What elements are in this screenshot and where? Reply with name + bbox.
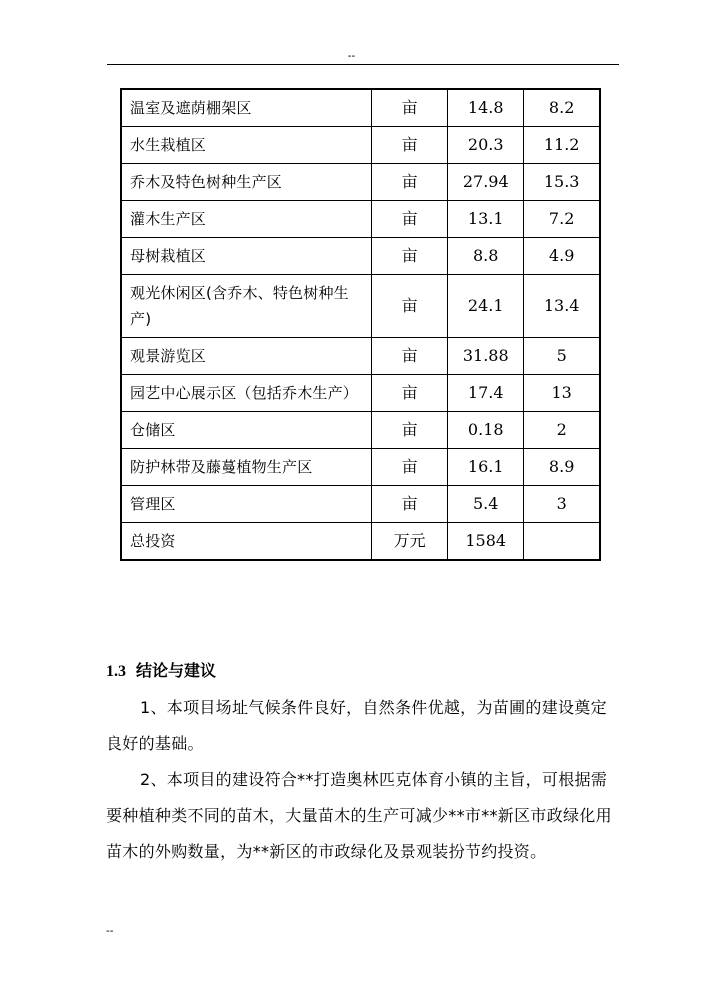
table-row <box>121 127 600 164</box>
unit-cell: 亩 <box>372 486 448 523</box>
value-cell: 17.4 <box>448 375 524 412</box>
table-row <box>121 338 600 375</box>
value-cell: 24.1 <box>448 275 524 338</box>
investment-table <box>120 88 601 561</box>
paragraph: 2、本项目的建设符合**打造奥林匹克体育小镇的主旨，可根据需要种植种类不同的苗木，大量苗木的生产可减少**市**新区市政绿化用苗木的外购数量，为**新区的市政绿化及景观装扮节约投资。 <box>106 770 612 861</box>
value-cell: 31.88 <box>448 338 524 375</box>
unit-cell: 亩 <box>372 412 448 449</box>
section-heading <box>106 658 216 681</box>
area-name: 管理区 <box>121 486 372 523</box>
area-name: 水生栽植区 <box>121 127 372 164</box>
unit-cell: 亩 <box>372 89 448 127</box>
area-name: 仓储区 <box>121 412 372 449</box>
value-cell: 13 <box>524 375 600 412</box>
value-cell: 14.8 <box>448 89 524 127</box>
value-cell: 13.4 <box>524 275 600 338</box>
unit-cell: 亩 <box>372 164 448 201</box>
unit-cell: 亩 <box>372 275 448 338</box>
header-rule <box>107 64 619 65</box>
value-cell: 5 <box>524 338 600 375</box>
value-cell: 8.9 <box>524 449 600 486</box>
unit-cell: 亩 <box>372 449 448 486</box>
section-number: 1.3 <box>106 663 126 680</box>
value-cell: 8.2 <box>524 89 600 127</box>
area-name: 观光休闲区(含乔木、特色树种生产) <box>121 275 372 338</box>
unit-cell: 万元 <box>372 523 448 561</box>
value-cell: 3 <box>524 486 600 523</box>
value-cell: 15.3 <box>524 164 600 201</box>
table-row <box>121 449 600 486</box>
value-cell: 7.2 <box>524 201 600 238</box>
area-name: 园艺中心展示区（包括乔木生产） <box>121 375 372 412</box>
table-row-total <box>121 523 600 561</box>
unit-cell: 亩 <box>372 127 448 164</box>
value-cell: 2 <box>524 412 600 449</box>
table-row <box>121 164 600 201</box>
table-row <box>121 486 600 523</box>
value-cell: 13.1 <box>448 201 524 238</box>
header-mark: -- <box>347 49 356 62</box>
value-cell: 4.9 <box>524 238 600 275</box>
table-row <box>121 275 600 338</box>
value-cell: 5.4 <box>448 486 524 523</box>
value-cell <box>524 523 600 561</box>
area-name: 总投资 <box>121 523 372 561</box>
unit-cell: 亩 <box>372 375 448 412</box>
value-cell: 16.1 <box>448 449 524 486</box>
value-cell: 1584 <box>448 523 524 561</box>
paragraph: 1、本项目场址气候条件良好，自然条件优越，为苗圃的建设奠定良好的基础。 <box>106 698 607 753</box>
area-name: 温室及遮荫棚架区 <box>121 89 372 127</box>
footer-mark: -- <box>106 924 114 937</box>
area-name: 母树栽植区 <box>121 238 372 275</box>
value-cell: 0.18 <box>448 412 524 449</box>
value-cell: 8.8 <box>448 238 524 275</box>
table-row <box>121 201 600 238</box>
table-row <box>121 412 600 449</box>
area-name: 乔木及特色树种生产区 <box>121 164 372 201</box>
area-name: 观景游览区 <box>121 338 372 375</box>
value-cell: 11.2 <box>524 127 600 164</box>
area-name: 防护林带及藤蔓植物生产区 <box>121 449 372 486</box>
unit-cell: 亩 <box>372 338 448 375</box>
value-cell: 27.94 <box>448 164 524 201</box>
unit-cell: 亩 <box>372 201 448 238</box>
area-name: 灌木生产区 <box>121 201 372 238</box>
section-title: 结论与建议 <box>136 661 217 680</box>
table-row <box>121 89 600 127</box>
table-row <box>121 375 600 412</box>
table-row <box>121 238 600 275</box>
value-cell: 20.3 <box>448 127 524 164</box>
unit-cell: 亩 <box>372 238 448 275</box>
